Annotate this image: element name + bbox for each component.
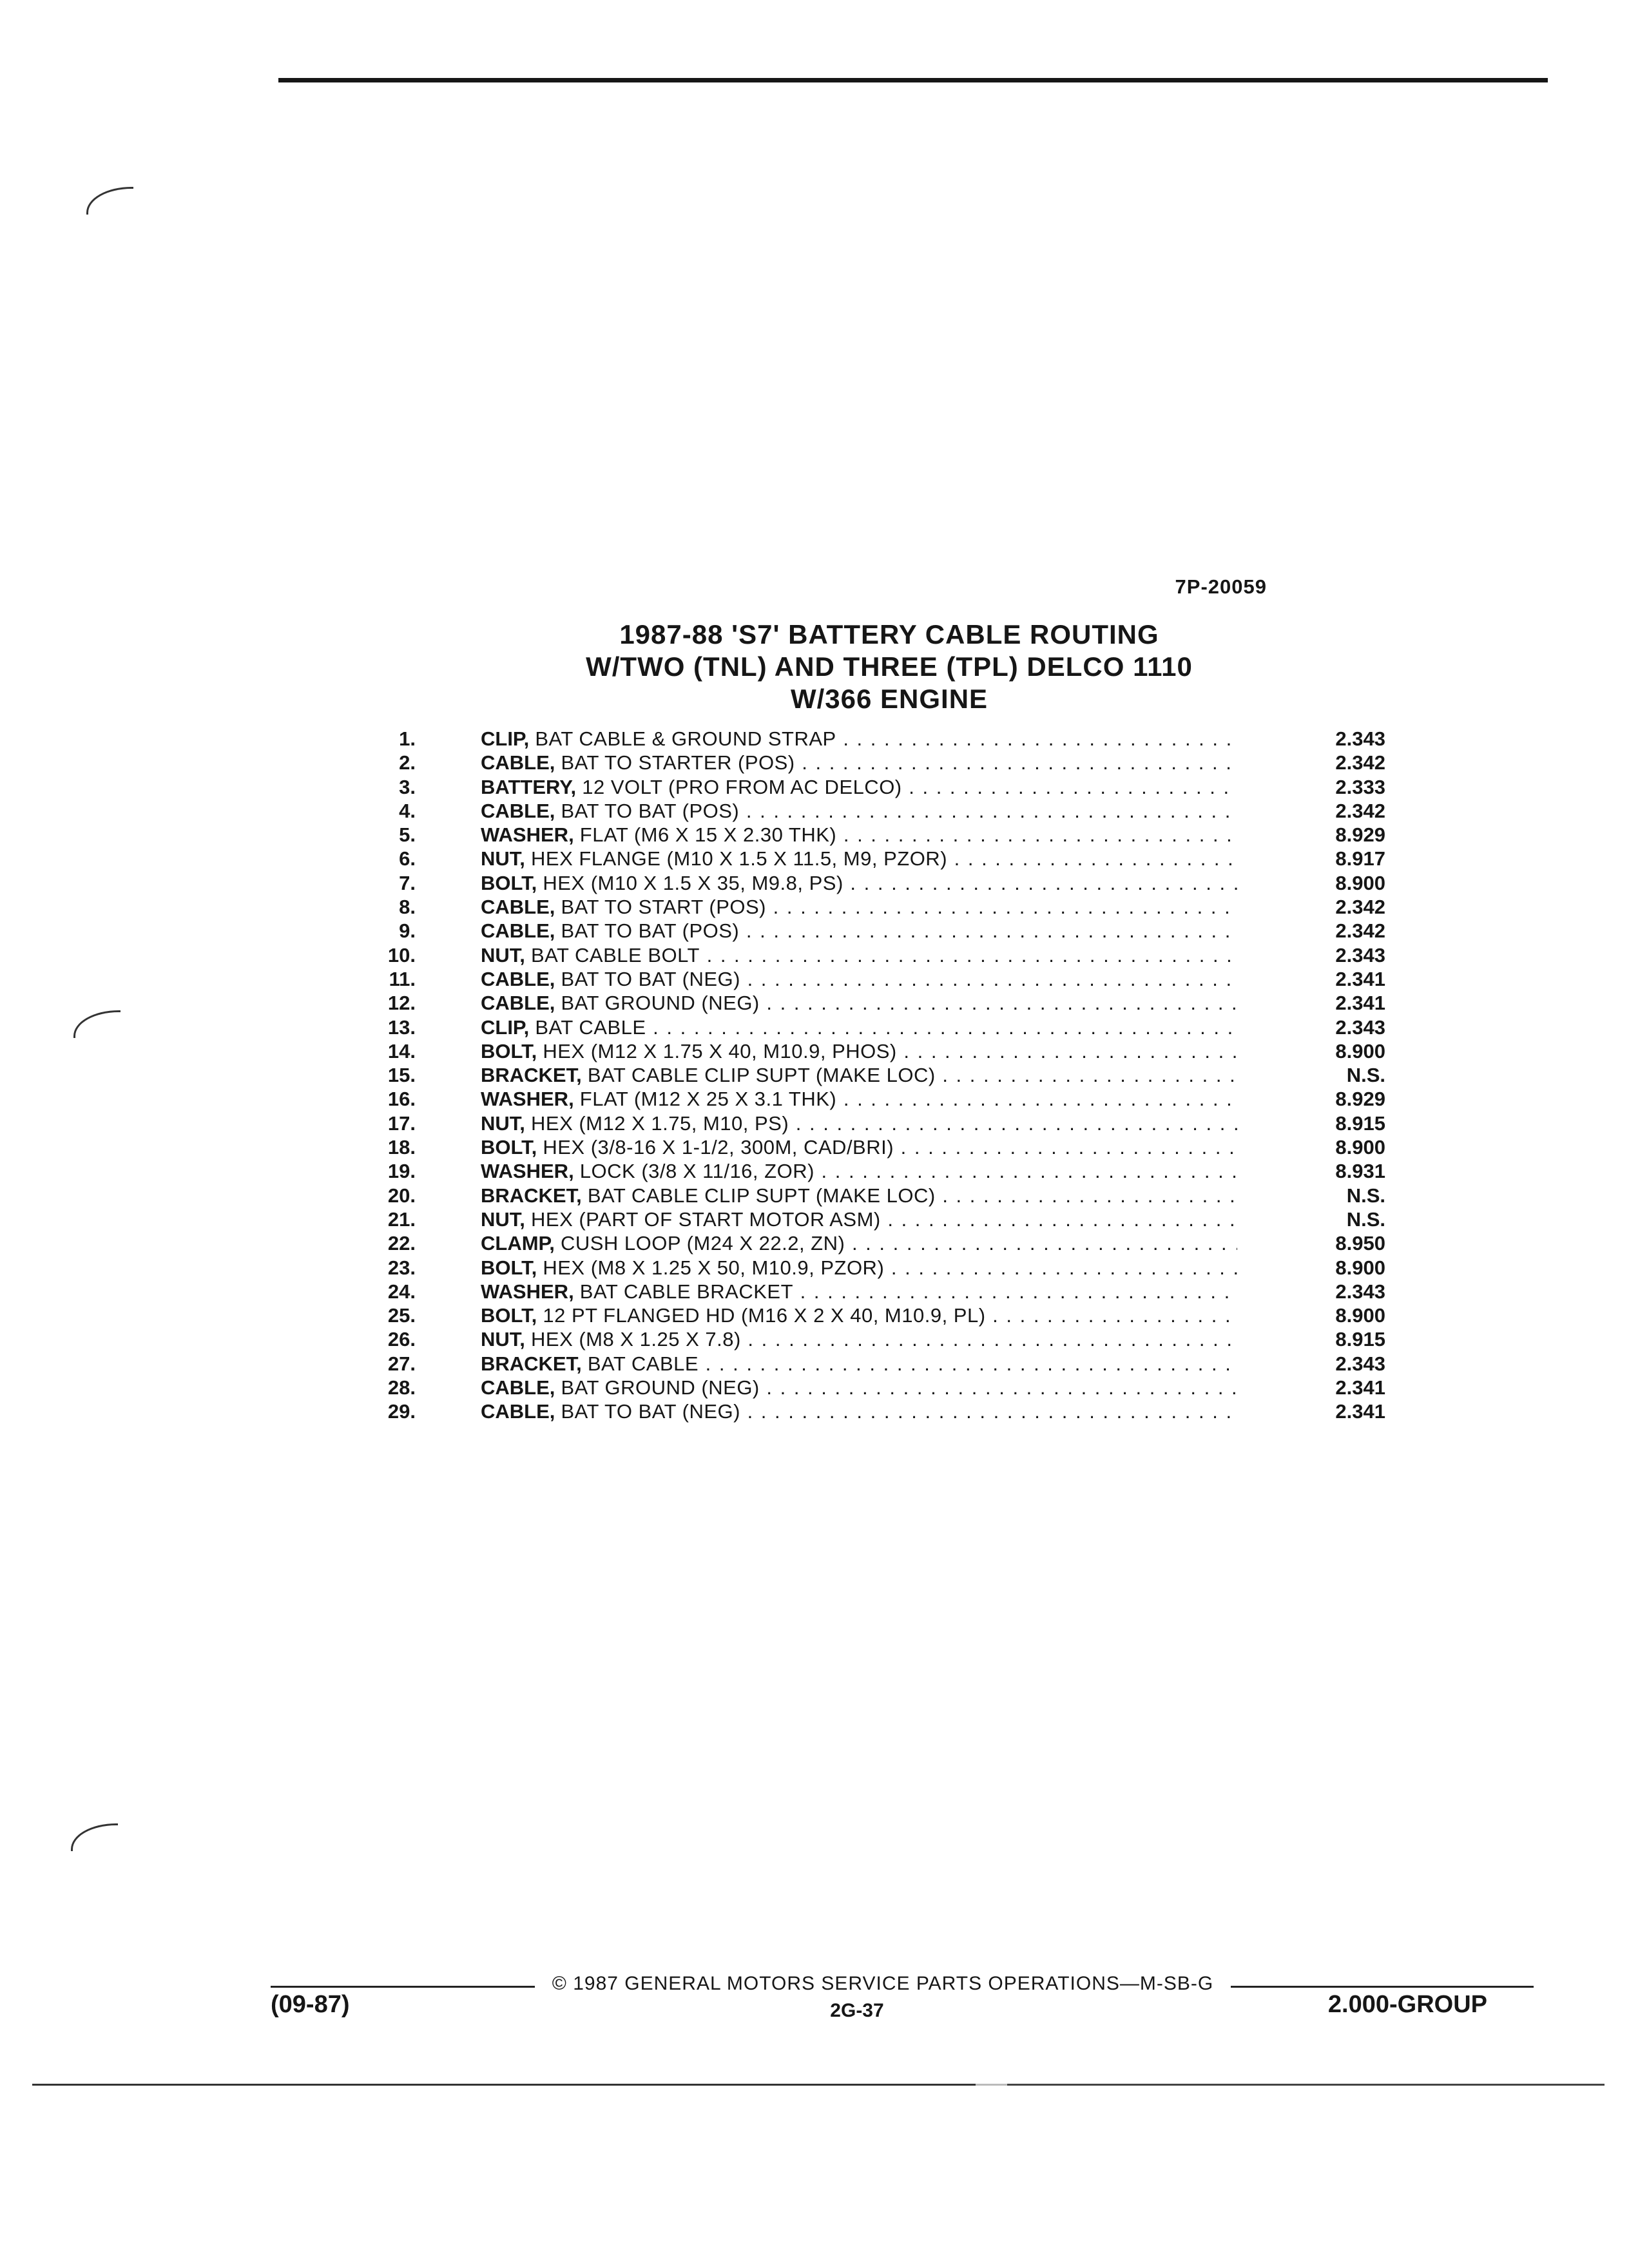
part-number: 21. — [387, 1207, 416, 1231]
doc-number: 7P-20059 — [1175, 575, 1267, 598]
part-description — [481, 823, 1237, 847]
part-row — [361, 751, 1385, 774]
part-detail: CUSH LOOP (M24 X 22.2, ZN) — [554, 1232, 845, 1255]
part-group-number: 2.341 — [1335, 1400, 1385, 1423]
footer-rule-right — [1231, 1986, 1534, 1988]
part-number: 12. — [387, 992, 416, 1015]
part-number: 10. — [387, 943, 416, 966]
part-group-number: 8.900 — [1335, 1136, 1385, 1159]
part-row — [361, 871, 1385, 895]
part-group-number: 2.343 — [1335, 727, 1385, 750]
part-name: WASHER, — [481, 1280, 574, 1303]
part-detail: HEX (M12 X 1.75, M10, PS) — [525, 1111, 789, 1135]
part-detail: HEX (3/8-16 X 1-1/2, 300M, CAD/BRI) — [537, 1136, 894, 1159]
part-detail: HEX (M12 X 1.75 X 40, M10.9, PHOS) — [537, 1039, 897, 1062]
part-name: CLIP, — [481, 1015, 530, 1039]
part-name: NUT, — [481, 1328, 525, 1351]
part-number: 20. — [387, 1184, 416, 1207]
part-detail: HEX (M8 X 1.25 X 50, M10.9, PZOR) — [537, 1256, 885, 1279]
part-number: 22. — [387, 1232, 416, 1255]
part-description — [481, 1399, 1237, 1423]
part-name: CLAMP, — [481, 1232, 555, 1255]
part-number: 26. — [387, 1328, 416, 1351]
part-group-number: 2.342 — [1335, 896, 1385, 919]
part-row — [361, 1327, 1385, 1351]
part-row — [361, 943, 1385, 967]
part-name: NUT, — [481, 1111, 525, 1135]
part-description — [481, 967, 1237, 991]
part-detail: BAT TO BAT (POS) — [555, 799, 740, 822]
part-row — [361, 1256, 1385, 1280]
parts-list — [361, 727, 1385, 1424]
part-row — [361, 1376, 1385, 1399]
part-description — [481, 895, 1237, 919]
part-number: 2. — [399, 751, 416, 774]
part-group-number: 2.341 — [1335, 1376, 1385, 1399]
part-group-number: N.S. — [1346, 1184, 1385, 1207]
part-description — [481, 1184, 1237, 1207]
binder-hole-mark — [71, 1823, 118, 1851]
part-number: 19. — [387, 1160, 416, 1183]
part-row — [361, 1111, 1385, 1135]
part-detail: 12 PT FLANGED HD (M16 X 2 X 40, M10.9, PL) — [537, 1304, 986, 1327]
part-detail: BAT CABLE — [581, 1352, 699, 1375]
part-detail: HEX (PART OF START MOTOR ASM) — [525, 1207, 881, 1231]
part-row — [361, 1207, 1385, 1231]
part-name: NUT, — [481, 943, 525, 966]
part-description — [481, 1207, 1237, 1231]
part-group-number: 8.929 — [1335, 823, 1385, 847]
part-number: 16. — [387, 1088, 416, 1111]
page-title — [490, 619, 1289, 715]
part-name: NUT, — [481, 847, 525, 870]
part-number: 27. — [387, 1352, 416, 1375]
part-name: BRACKET, — [481, 1352, 582, 1375]
part-row — [361, 1352, 1385, 1376]
part-description — [481, 1111, 1237, 1135]
part-group-number: 2.341 — [1335, 992, 1385, 1015]
part-name: WASHER, — [481, 823, 574, 847]
part-description — [481, 1376, 1237, 1399]
part-name: WASHER, — [481, 1160, 574, 1183]
part-number: 6. — [399, 847, 416, 870]
part-group-number: 8.900 — [1335, 1039, 1385, 1062]
part-name: BOLT, — [481, 1136, 537, 1159]
part-number: 4. — [399, 799, 416, 822]
part-description — [481, 1256, 1237, 1280]
part-group-number: 2.333 — [1335, 775, 1385, 798]
part-group-number: 8.931 — [1335, 1160, 1385, 1183]
part-group-number: N.S. — [1346, 1207, 1385, 1231]
part-description — [481, 1280, 1237, 1303]
part-description — [481, 847, 1237, 870]
part-name: BOLT, — [481, 1256, 537, 1279]
part-detail: BAT CABLE BRACKET — [574, 1280, 794, 1303]
part-group-number: 2.343 — [1335, 1280, 1385, 1303]
part-number: 23. — [387, 1256, 416, 1279]
part-row — [361, 1231, 1385, 1255]
part-description — [481, 1159, 1237, 1183]
part-row — [361, 1063, 1385, 1087]
part-name: CABLE, — [481, 751, 555, 774]
part-row — [361, 919, 1385, 943]
part-name: CABLE, — [481, 919, 555, 943]
part-detail: BAT GROUND (NEG) — [555, 992, 760, 1015]
part-detail: BAT TO STARTER (POS) — [555, 751, 795, 774]
part-name: CABLE, — [481, 799, 555, 822]
part-name: CLIP, — [481, 727, 530, 750]
part-number: 3. — [399, 775, 416, 798]
part-description — [481, 871, 1237, 895]
part-name: BRACKET, — [481, 1064, 582, 1087]
part-number: 8. — [399, 896, 416, 919]
part-name: CABLE, — [481, 1400, 555, 1423]
part-group-number: 8.900 — [1335, 871, 1385, 894]
part-description — [481, 1087, 1237, 1111]
part-group-number: 8.929 — [1335, 1088, 1385, 1111]
part-row — [361, 799, 1385, 823]
part-detail: BAT CABLE BOLT — [525, 943, 700, 966]
part-detail: HEX FLANGE (M10 X 1.5 X 11.5, M9, PZOR) — [525, 847, 948, 870]
part-description — [481, 751, 1237, 774]
part-detail: BAT CABLE CLIP SUPT (MAKE LOC) — [581, 1064, 936, 1087]
part-row — [361, 967, 1385, 991]
part-number: 17. — [387, 1111, 416, 1135]
part-group-number: 8.900 — [1335, 1256, 1385, 1279]
part-row — [361, 1399, 1385, 1423]
part-detail: BAT TO START (POS) — [555, 896, 767, 919]
part-group-number: 2.342 — [1335, 751, 1385, 774]
part-row — [361, 823, 1385, 847]
part-description — [481, 799, 1237, 823]
title-line-3: W/366 ENGINE — [790, 684, 988, 714]
part-description — [481, 1135, 1237, 1159]
title-line-2: W/TWO (TNL) AND THREE (TPL) DELCO 1110 — [586, 651, 1193, 682]
title-line-1: 1987-88 'S7' BATTERY CABLE ROUTING — [619, 619, 1159, 649]
binder-hole-mark — [73, 1010, 120, 1038]
part-detail: BAT CABLE CLIP SUPT (MAKE LOC) — [581, 1184, 936, 1207]
part-group-number: 8.917 — [1335, 847, 1385, 870]
part-group-number: 2.343 — [1335, 943, 1385, 966]
part-description — [481, 727, 1237, 751]
part-detail: FLAT (M6 X 15 X 2.30 THK) — [574, 823, 837, 847]
part-number: 1. — [399, 727, 416, 750]
part-group-number: 2.342 — [1335, 919, 1385, 943]
part-detail: BAT TO BAT (NEG) — [555, 967, 740, 990]
part-row — [361, 1184, 1385, 1207]
part-row — [361, 1159, 1385, 1183]
part-description — [481, 943, 1237, 967]
part-description — [481, 1303, 1237, 1327]
part-detail: HEX (M10 X 1.5 X 35, M9.8, PS) — [537, 871, 843, 894]
part-detail: FLAT (M12 X 25 X 3.1 THK) — [574, 1088, 837, 1111]
part-group-number: 2.343 — [1335, 1015, 1385, 1039]
part-detail: 12 VOLT (PRO FROM AC DELCO) — [576, 775, 902, 798]
part-name: CABLE, — [481, 1376, 555, 1399]
part-name: BOLT, — [481, 1039, 537, 1062]
part-detail: BAT CABLE — [529, 1015, 646, 1039]
part-number: 5. — [399, 823, 416, 847]
part-row — [361, 775, 1385, 799]
part-name: WASHER, — [481, 1088, 574, 1111]
part-row — [361, 1015, 1385, 1039]
part-number: 7. — [399, 871, 416, 894]
part-number: 15. — [387, 1064, 416, 1087]
part-group-number: 8.900 — [1335, 1304, 1385, 1327]
part-detail: BAT GROUND (NEG) — [555, 1376, 760, 1399]
part-description — [481, 991, 1237, 1015]
part-row — [361, 895, 1385, 919]
part-detail: BAT TO BAT (POS) — [555, 919, 740, 943]
part-description — [481, 775, 1237, 799]
part-number: 25. — [387, 1304, 416, 1327]
part-description — [481, 1327, 1237, 1351]
part-detail: BAT CABLE & GROUND STRAP — [529, 727, 836, 750]
part-number: 18. — [387, 1136, 416, 1159]
part-description — [481, 919, 1237, 943]
part-group-number: 8.915 — [1335, 1111, 1385, 1135]
part-description — [481, 1015, 1237, 1039]
part-name: CABLE, — [481, 967, 555, 990]
part-row — [361, 991, 1385, 1015]
part-name: BOLT, — [481, 871, 537, 894]
date-code: (09-87) — [271, 1991, 350, 2018]
part-group-number: 8.950 — [1335, 1232, 1385, 1255]
part-row — [361, 727, 1385, 751]
part-description — [481, 1352, 1237, 1376]
part-description — [481, 1039, 1237, 1063]
part-description — [481, 1063, 1237, 1087]
group-code: 2.000-GROUP — [1327, 1991, 1487, 2018]
part-number: 24. — [387, 1280, 416, 1303]
part-group-number: 8.915 — [1335, 1328, 1385, 1351]
part-row — [361, 847, 1385, 870]
part-row — [361, 1039, 1385, 1063]
part-group-number: 2.343 — [1335, 1352, 1385, 1375]
part-row — [361, 1280, 1385, 1303]
part-group-number: 2.342 — [1335, 799, 1385, 822]
binder-hole-mark — [86, 187, 133, 215]
part-number: 11. — [389, 967, 416, 990]
part-number: 28. — [387, 1376, 416, 1399]
top-rule — [278, 78, 1548, 82]
part-name: CABLE, — [481, 992, 555, 1015]
footer-rule-left — [271, 1986, 535, 1988]
part-description — [481, 1231, 1237, 1255]
part-group-number: N.S. — [1346, 1064, 1385, 1087]
part-group-number: 2.341 — [1335, 967, 1385, 990]
part-detail: LOCK (3/8 X 11/16, ZOR) — [574, 1160, 815, 1183]
part-number: 9. — [399, 919, 416, 943]
page-number: 2G-37 — [830, 2000, 884, 2021]
part-name: CABLE, — [481, 896, 555, 919]
part-detail: BAT TO BAT (NEG) — [555, 1400, 740, 1423]
part-detail: HEX (M8 X 1.25 X 7.8) — [525, 1328, 741, 1351]
part-name: BATTERY, — [481, 775, 577, 798]
part-name: BRACKET, — [481, 1184, 582, 1207]
part-number: 14. — [387, 1039, 416, 1062]
part-name: BOLT, — [481, 1304, 537, 1327]
bottom-rule — [32, 2084, 1605, 2086]
part-row — [361, 1303, 1385, 1327]
part-row — [361, 1135, 1385, 1159]
part-row — [361, 1087, 1385, 1111]
part-number: 29. — [387, 1400, 416, 1423]
copyright-notice: © 1987 GENERAL MOTORS SERVICE PARTS OPERATIONS—M-SB-G — [552, 1973, 1214, 1994]
part-name: NUT, — [481, 1207, 525, 1231]
part-number: 13. — [387, 1015, 416, 1039]
